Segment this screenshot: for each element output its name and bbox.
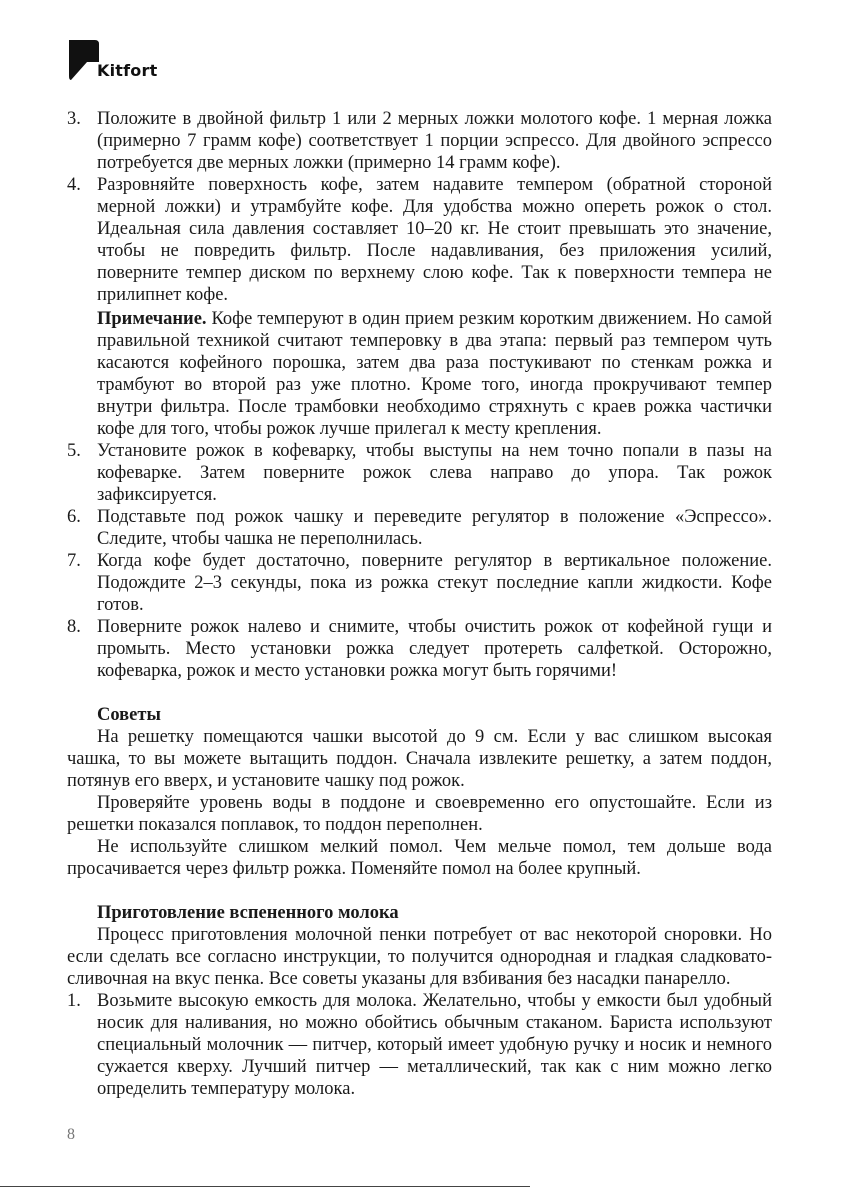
note-text: Кофе темперуют в один прием резким коротким движением. Но самой правильной техникой считают темперовку в два этапа: первый раз темпером чуть касаются кофейного порошка, затем два раза постукивают по стенкам рожка и трамбуют во второй раз уже плотно. Кроме того, иногда прокручивают темпер внутри фильтра. После трамбовки необходимо стряхнуть с краев рожка частички кофе для того, чтобы рожок лучше прилегал к месту крепления. — [97, 309, 772, 439]
step-5 — [67, 440, 772, 506]
step-number: 1. — [67, 991, 81, 1011]
step-8 — [67, 616, 772, 682]
note-label: Примечание. — [97, 309, 207, 329]
step-text: Поверните рожок налево и снимите, чтобы очистить рожок от кофейной гущи и промыть. Место установки рожка следует протереть салфеткой. Осторожно, кофеварка, рожок и место установки рожка могут быть горячими! — [97, 617, 772, 681]
milk-intro: Процесс приготовления молочной пенки потребует от вас некоторой сноровки. Но если сделать все согласно инструкции, то получится однородная и гладкая сладковато-сливочная на вкус пенка. Все советы указаны для взбивания без насадки панарелло. — [67, 925, 772, 989]
brand-name: Kitfort — [97, 61, 158, 80]
step-number: 4. — [67, 175, 81, 195]
step-4 — [67, 174, 772, 306]
page-content — [67, 108, 772, 1100]
brand-logo — [67, 38, 157, 82]
step-text: Разровняйте поверхность кофе, затем надавите темпером (обратной стороной мерной ложки) и утрамбуйте кофе. Для удобства можно опереть рожок о стол. Идеальная сила давления составляет 10–20 кг. Не стоит превышать это значение, чтобы не повредить фильтр. После надавливания, без приложения усилий, поверните темпер диском по верхнему слою кофе. Так к поверхности темпера не прилипнет кофе. — [97, 175, 772, 305]
step-number: 3. — [67, 109, 81, 129]
tips-heading: Советы — [97, 705, 161, 725]
milk-heading: Приготовление вспененного молока — [97, 903, 399, 923]
step-text: Когда кофе будет достаточно, поверните регулятор в вертикальное положение. Подождите 2–3 секунды, пока из рожка стекут последние капли жидкости. Кофе готов. — [97, 551, 772, 615]
step-number: 5. — [67, 441, 81, 461]
bottom-rule — [0, 1186, 530, 1187]
tips-paragraph: На решетку помещаются чашки высотой до 9 см. Если у вас слишком высокая чашка, то вы можете вытащить поддон. Сначала извлеките решетку, а затем поддон, потянув его вверх, и установите чашку под рожок. — [67, 727, 772, 791]
kitfort-logo-icon — [67, 38, 101, 82]
step-number: 7. — [67, 551, 81, 571]
tips-paragraph: Не используйте слишком мелкий помол. Чем мельче помол, тем дольше вода просачивается через фильтр рожка. Поменяйте помол на более крупный. — [67, 837, 772, 879]
step-text: Подставьте под рожок чашку и переведите регулятор в положение «Эспрессо». Следите, чтобы чашка не переполнилась. — [97, 507, 772, 549]
step-text: Возьмите высокую емкость для молока. Желательно, чтобы у емкости был удобный носик для наливания, но можно обойтись обычным стаканом. Бариста используют специальный молочник — питчер, который имеет удобную ручку и носик и немного сужается кверху. Лучший питчер — металлический, так как с ним можно легко определить температуру молока. — [97, 991, 772, 1099]
step-number: 8. — [67, 617, 81, 637]
step-text: Положите в двойной фильтр 1 или 2 мерных ложки молотого кофе. 1 мерная ложка (примерно 7 грамм кофе) соответствует 1 порции эспрессо. Для двойного эспрессо потребуется две мерных ложки (примерно 14 грамм кофе). — [97, 109, 772, 173]
note-block — [67, 308, 772, 440]
step-number: 6. — [67, 507, 81, 527]
tips-paragraph: Проверяйте уровень воды в поддоне и своевременно его опустошайте. Если из решетки показался поплавок, то поддон переполнен. — [67, 793, 772, 835]
step-3 — [67, 108, 772, 174]
milk-step-1 — [67, 990, 772, 1100]
step-6 — [67, 506, 772, 550]
step-text: Установите рожок в кофеварку, чтобы выступы на нем точно попали в пазы на кофеварке. Затем поверните рожок слева направо до упора. Так рожок зафиксируется. — [97, 441, 772, 505]
step-7 — [67, 550, 772, 616]
page-number: 8 — [67, 1126, 75, 1143]
